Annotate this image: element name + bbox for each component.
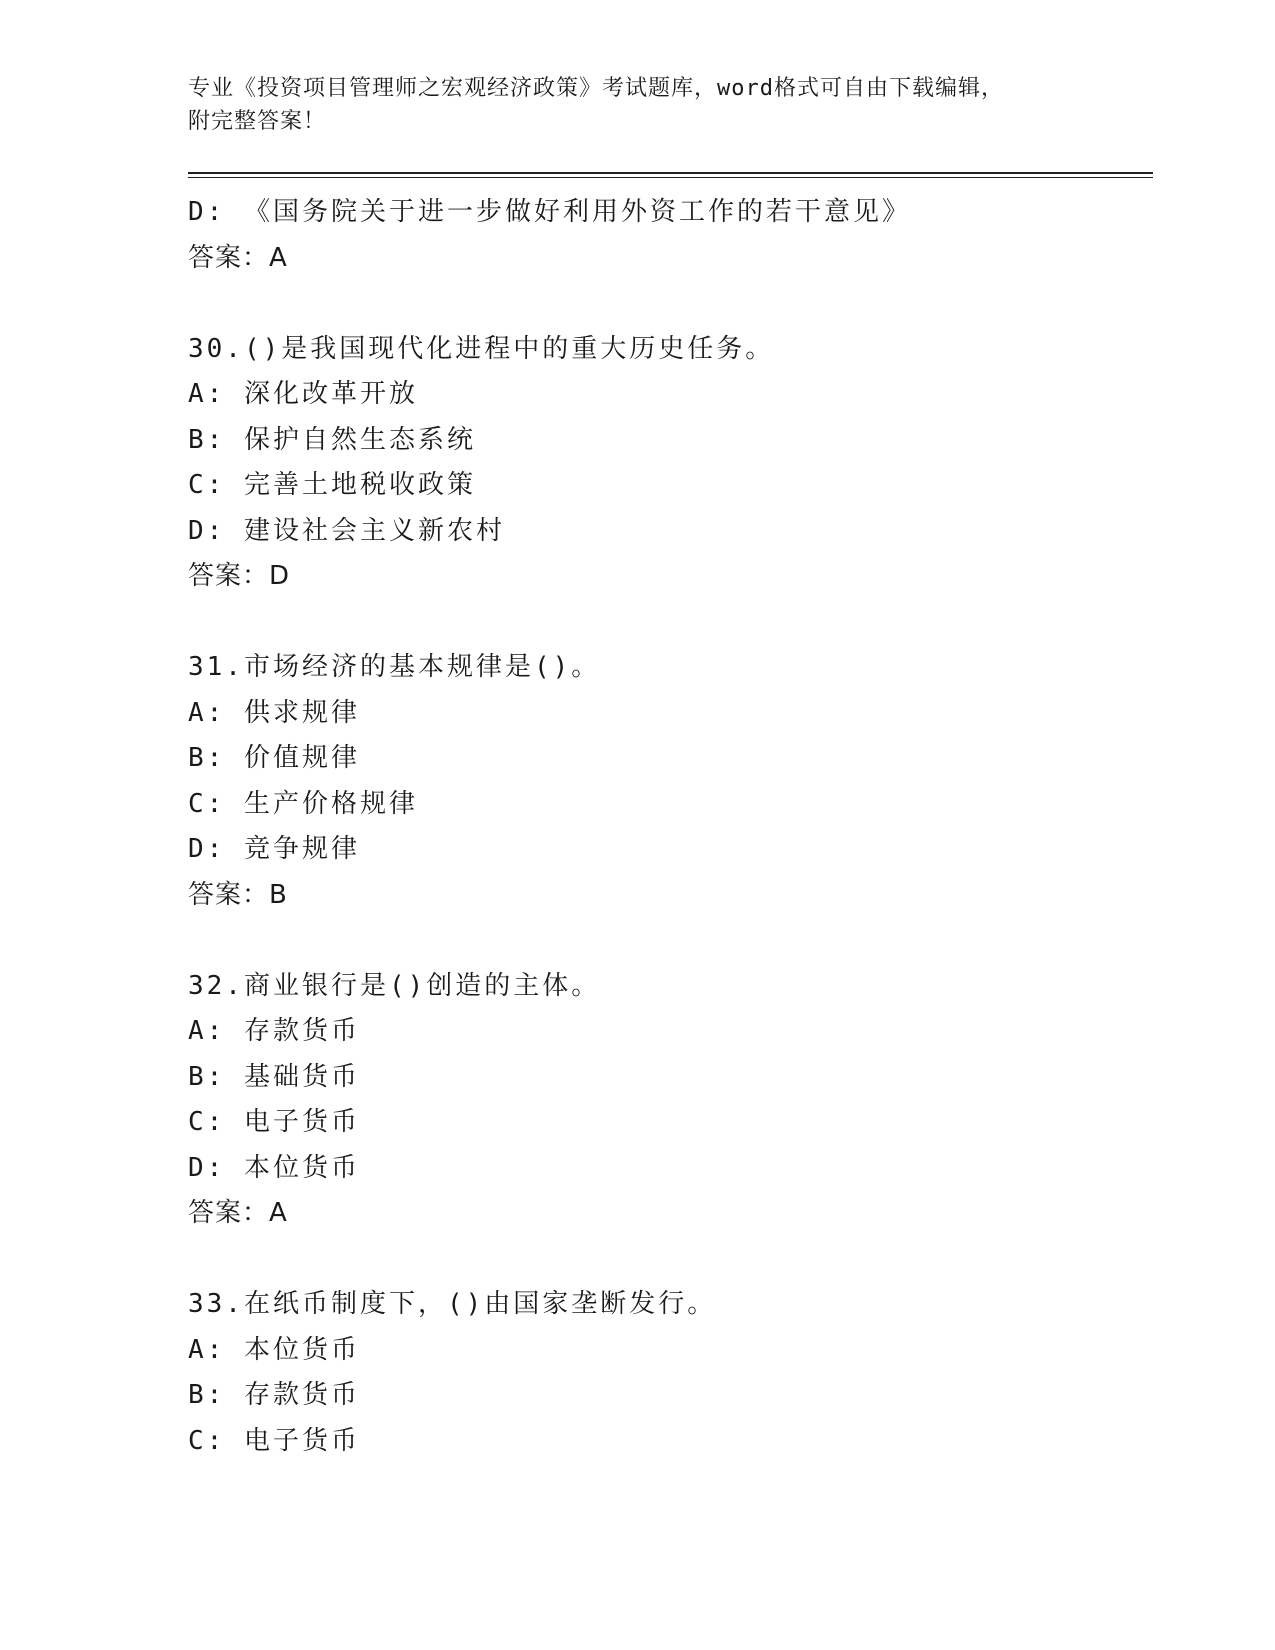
spacer bbox=[188, 600, 1153, 646]
option-a: A: 存款货币 bbox=[188, 1016, 360, 1046]
option-b: B: 价值规律 bbox=[188, 743, 360, 773]
answer: 答案：A bbox=[188, 1198, 288, 1228]
option-d: D: 建设社会主义新农村 bbox=[188, 515, 505, 546]
intro-line-1: 专业《投资项目管理师之宏观经济政策》考试题库，word格式可自由下载编辑， bbox=[188, 76, 1004, 101]
spacer bbox=[188, 281, 1153, 327]
option-d: D: 本位货币 bbox=[188, 1152, 360, 1183]
option-d: D: 竞争规律 bbox=[188, 834, 360, 864]
header-divider bbox=[188, 172, 1153, 178]
intro-line-2: 附完整答案！ bbox=[188, 109, 327, 134]
option-a: A: 深化改革开放 bbox=[188, 379, 418, 409]
question-stem: 30.()是我国现代化进程中的重大历史任务。 bbox=[188, 333, 775, 364]
question-list bbox=[188, 190, 1153, 1464]
option-a: A: 供求规律 bbox=[188, 697, 360, 728]
option-c: C: 完善土地税收政策 bbox=[188, 470, 476, 500]
option-c: C: 生产价格规律 bbox=[188, 788, 418, 819]
spacer bbox=[188, 918, 1153, 964]
question-stem: 33.在纸币制度下，()由国家垄断发行。 bbox=[188, 1289, 717, 1319]
option-b: B: 基础货币 bbox=[188, 1061, 360, 1092]
spacer bbox=[188, 1237, 1153, 1283]
document-page bbox=[188, 72, 1153, 1464]
option-a: A: 本位货币 bbox=[188, 1334, 360, 1365]
option-b: B: 保护自然生态系统 bbox=[188, 424, 476, 455]
answer: 答案：D bbox=[188, 561, 291, 591]
document-intro bbox=[188, 72, 1153, 138]
question-stem: 31.市场经济的基本规律是()。 bbox=[188, 652, 601, 682]
answer: 答案：A bbox=[188, 242, 288, 273]
option-c: C: 电子货币 bbox=[188, 1425, 360, 1456]
question-stem: 32.商业银行是()创造的主体。 bbox=[188, 970, 601, 1001]
option-b: B: 存款货币 bbox=[188, 1380, 360, 1410]
option-d: D: 《国务院关于进一步做好利用外资工作的若干意见》 bbox=[188, 197, 911, 227]
option-c: C: 电子货币 bbox=[188, 1107, 360, 1137]
answer: 答案：B bbox=[188, 879, 288, 910]
